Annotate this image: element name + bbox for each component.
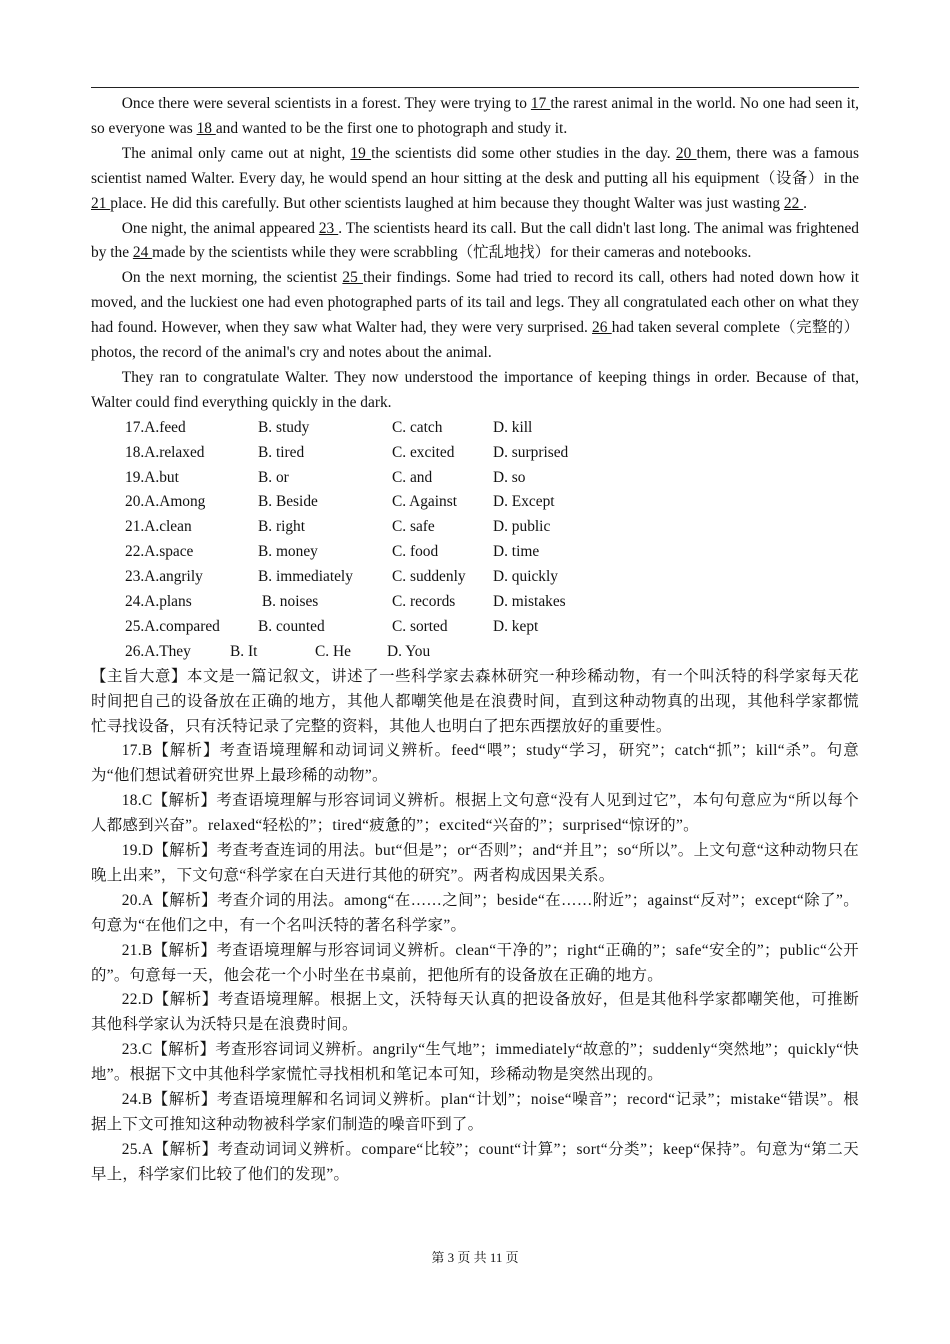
passage-text: On the next morning, the scientist (121, 269, 343, 287)
passage-text: the scientists did some other studies in the day. (371, 144, 676, 162)
option-c: C. suddenly (392, 568, 466, 586)
option-b: B. money (258, 543, 318, 561)
option-d: D. quickly (493, 568, 558, 586)
option-a: 18.A.relaxed (125, 443, 205, 461)
passage-text: The animal only came out at night, (121, 144, 351, 162)
option-row-18 (91, 441, 859, 466)
option-b: B. It (230, 642, 258, 660)
option-c: C. records (392, 593, 456, 611)
blank-21: 21 (91, 194, 111, 212)
option-a: 21.A.clean (125, 518, 192, 536)
header-rule (91, 87, 859, 88)
option-a: 22.A.space (125, 543, 194, 561)
option-d: D. mistakes (493, 593, 566, 611)
passage-text: One night, the animal appeared (121, 219, 319, 237)
blank-25: 25 (342, 269, 363, 287)
passage-text: place. He did this carefully. But other scientists laughed at him because they thought Walter was just wasting (110, 194, 784, 212)
option-row-26 (91, 640, 859, 665)
option-a: 19.A.but (125, 468, 179, 486)
option-b: B. or (258, 468, 289, 486)
option-row-24 (91, 590, 859, 615)
blank-20: 20 (675, 144, 697, 162)
passage-text: and wanted to be the first one to photograph and study it. (215, 119, 568, 137)
option-row-20 (91, 490, 859, 515)
option-a: 23.A.angrily (125, 568, 203, 586)
option-row-25 (91, 615, 859, 640)
passage-paragraph-3 (91, 217, 859, 267)
option-row-22 (91, 540, 859, 565)
explanation-19: 19.D【解析】考查考查连词的用法。but“但是”；or“否则”；and“并且”；so“所以”。上文句意“这种动物只在晚上出来”，下文句意“科学家在白天进行其他的研究”。两者构成因果关系。 (91, 842, 859, 884)
blank-24: 24 (132, 244, 153, 262)
explanation-24: 24.B【解析】考查语境理解和名词词义辨析。plan“计划”；noise“噪音”；record“记录”；mistake“错误”。根据上下文可推知这种动物被科学家们制造的噪音吓到了。 (91, 1091, 859, 1133)
explanation-23: 23.C【解析】考查形容词词义辨析。angrily“生气地”；immediately“故意的”；suddenly“突然地”；quickly“快地”。根据下文中其他科学家慌忙寻找相机和笔记本可知，珍稀动物是突然出现的。 (91, 1041, 859, 1084)
passage-text: Once there were several scientists in a forest. They were trying to (121, 95, 531, 112)
option-d: D. Except (493, 493, 555, 511)
option-b: B. noises (258, 593, 319, 611)
option-c: C. catch (392, 418, 443, 436)
passage-text: the rarest animal in the world. No one had seen it, so everyone was (91, 95, 859, 137)
option-d: D. kept (493, 617, 539, 635)
option-row-21 (91, 515, 859, 540)
summary-label: 【主旨大意】 (91, 667, 188, 685)
blank-26: 26 (592, 319, 612, 337)
option-b: B. tired (258, 443, 305, 461)
explanation-20: 20.A【解析】考查介词的用法。among“在……之间”；beside“在……附近”；against“反对”；except“除了”。句意为“在他们之中，有一个名叫沃特的著名科学家”。 (91, 891, 859, 934)
explanation-21: 21.B【解析】考查语境理解与形容词词义辨析。clean“干净的”；right“正确的”；safe“安全的”；public“公开的”。句意每一天，他会花一个小时坐在书桌前，把他所有的设备放在正确的地方。 (91, 941, 859, 984)
passage-text: . The scientists heard its call. But the call didn't last long. The animal was frightened by the (91, 219, 859, 262)
page-number: 第 3 页 共 11 页 (431, 1250, 519, 1265)
blank-18: 18 (196, 119, 216, 137)
option-c: C. safe (392, 518, 435, 536)
explanation-22: 22.D【解析】考查语境理解。根据上文，沃特每天认真的把设备放好，但是其他科学家都嘲笑他，可推断其他科学家认为沃特只是在浪费时间。 (91, 991, 859, 1034)
option-c: C. excited (392, 443, 455, 461)
option-d: D. public (493, 518, 551, 536)
passage-text: had taken several complete（完整的）photos, the record of the animal's cry and notes about the animal. (91, 319, 859, 362)
passage-paragraph-5: They ran to congratulate Walter. They now understood the importance of keeping things in order. Because of that, Walter could find everything quickly in the dark. (91, 368, 859, 411)
explanation-18: 18.C【解析】考查语境理解与形容词词义辨析。根据上文句意“没有人见到过它”，本句句意应为“所以每个人都感到兴奋”。relaxed“轻松的”；tired“疲惫的”；excited“兴奋的”；surprised“惊讶的”。 (91, 792, 859, 835)
blank-22: 22 (783, 194, 804, 212)
option-d: D. You (387, 642, 431, 660)
option-b: B. right (258, 518, 306, 536)
blank-23: 23 (318, 219, 339, 237)
summary-paragraph (91, 665, 859, 740)
option-b: B. immediately (258, 568, 353, 586)
option-d: D. surprised (493, 443, 569, 461)
blank-17: 17 (530, 95, 551, 112)
explanation-17: 17.B【解析】考查语境理解和动词词义辨析。feed“喂”；study“学习，研究”；catch“抓”；kill“杀”。句意为“他们想试着研究世界上最珍稀的动物”。 (91, 742, 859, 785)
option-row-17 (91, 416, 859, 441)
option-a: 17.A.feed (125, 418, 186, 436)
blank-19: 19 (350, 144, 372, 162)
option-d: D. kill (493, 418, 533, 436)
passage-text: . (803, 194, 808, 212)
explanation-25: 25.A【解析】考查动词词义辨析。compare“比较”；count“计算”；sort“分类”；keep“保持”。句意为“第二天早上，科学家们比较了他们的发现”。 (91, 1140, 859, 1183)
passage-text: made by the scientists while they were scrabbling（忙乱地找）for their cameras and notebooks. (152, 244, 752, 262)
option-b: B. counted (258, 617, 325, 635)
passage-paragraph-1 (91, 92, 859, 142)
option-c: C. and (392, 468, 433, 486)
option-d: D. time (493, 543, 540, 561)
option-a: 25.A.compared (125, 617, 220, 635)
summary-text: 本文是一篇记叙文，讲述了一些科学家去森林研究一种珍稀动物，有一个叫沃特的科学家每天花时间把自己的设备放在正确的地方，其他人都嘲笑他是在浪费时间，直到这种动物真的出现，其他科学家都慌忙寻找设备，只有沃特记录了完整的资料，其他人也明白了把东西摆放好的重要性。 (91, 667, 859, 735)
passage-paragraph-4 (91, 266, 859, 366)
passage-text: them, there was a famous scientist named Walter. Every day, he would spend an hour sitting at the desk and putting all his equipment（设备）in the (91, 144, 859, 187)
option-c: C. sorted (392, 617, 448, 635)
option-row-23 (91, 565, 859, 590)
option-a: 24.A.plans (125, 593, 192, 611)
page-content (91, 92, 859, 1188)
passage-paragraph-2 (91, 142, 859, 217)
option-a: 26.A.They (125, 642, 191, 660)
option-c: C. He (315, 642, 351, 660)
options-list (91, 416, 859, 665)
option-row-19 (91, 466, 859, 491)
option-a: 20.A.Among (125, 493, 206, 511)
option-b: B. Beside (258, 493, 318, 511)
option-c: C. food (392, 543, 439, 561)
option-c: C. Against (392, 493, 457, 511)
option-d: D. so (493, 468, 526, 486)
passage-text: their findings. Some had tried to record its call, others had noted down how it moved, and the luckiest one had even photographed parts of its tail and legs. They all congratulated each other on what they had found. However, when they saw what Walter had, they were very surprised. (91, 269, 860, 337)
option-b: B. study (258, 418, 310, 436)
